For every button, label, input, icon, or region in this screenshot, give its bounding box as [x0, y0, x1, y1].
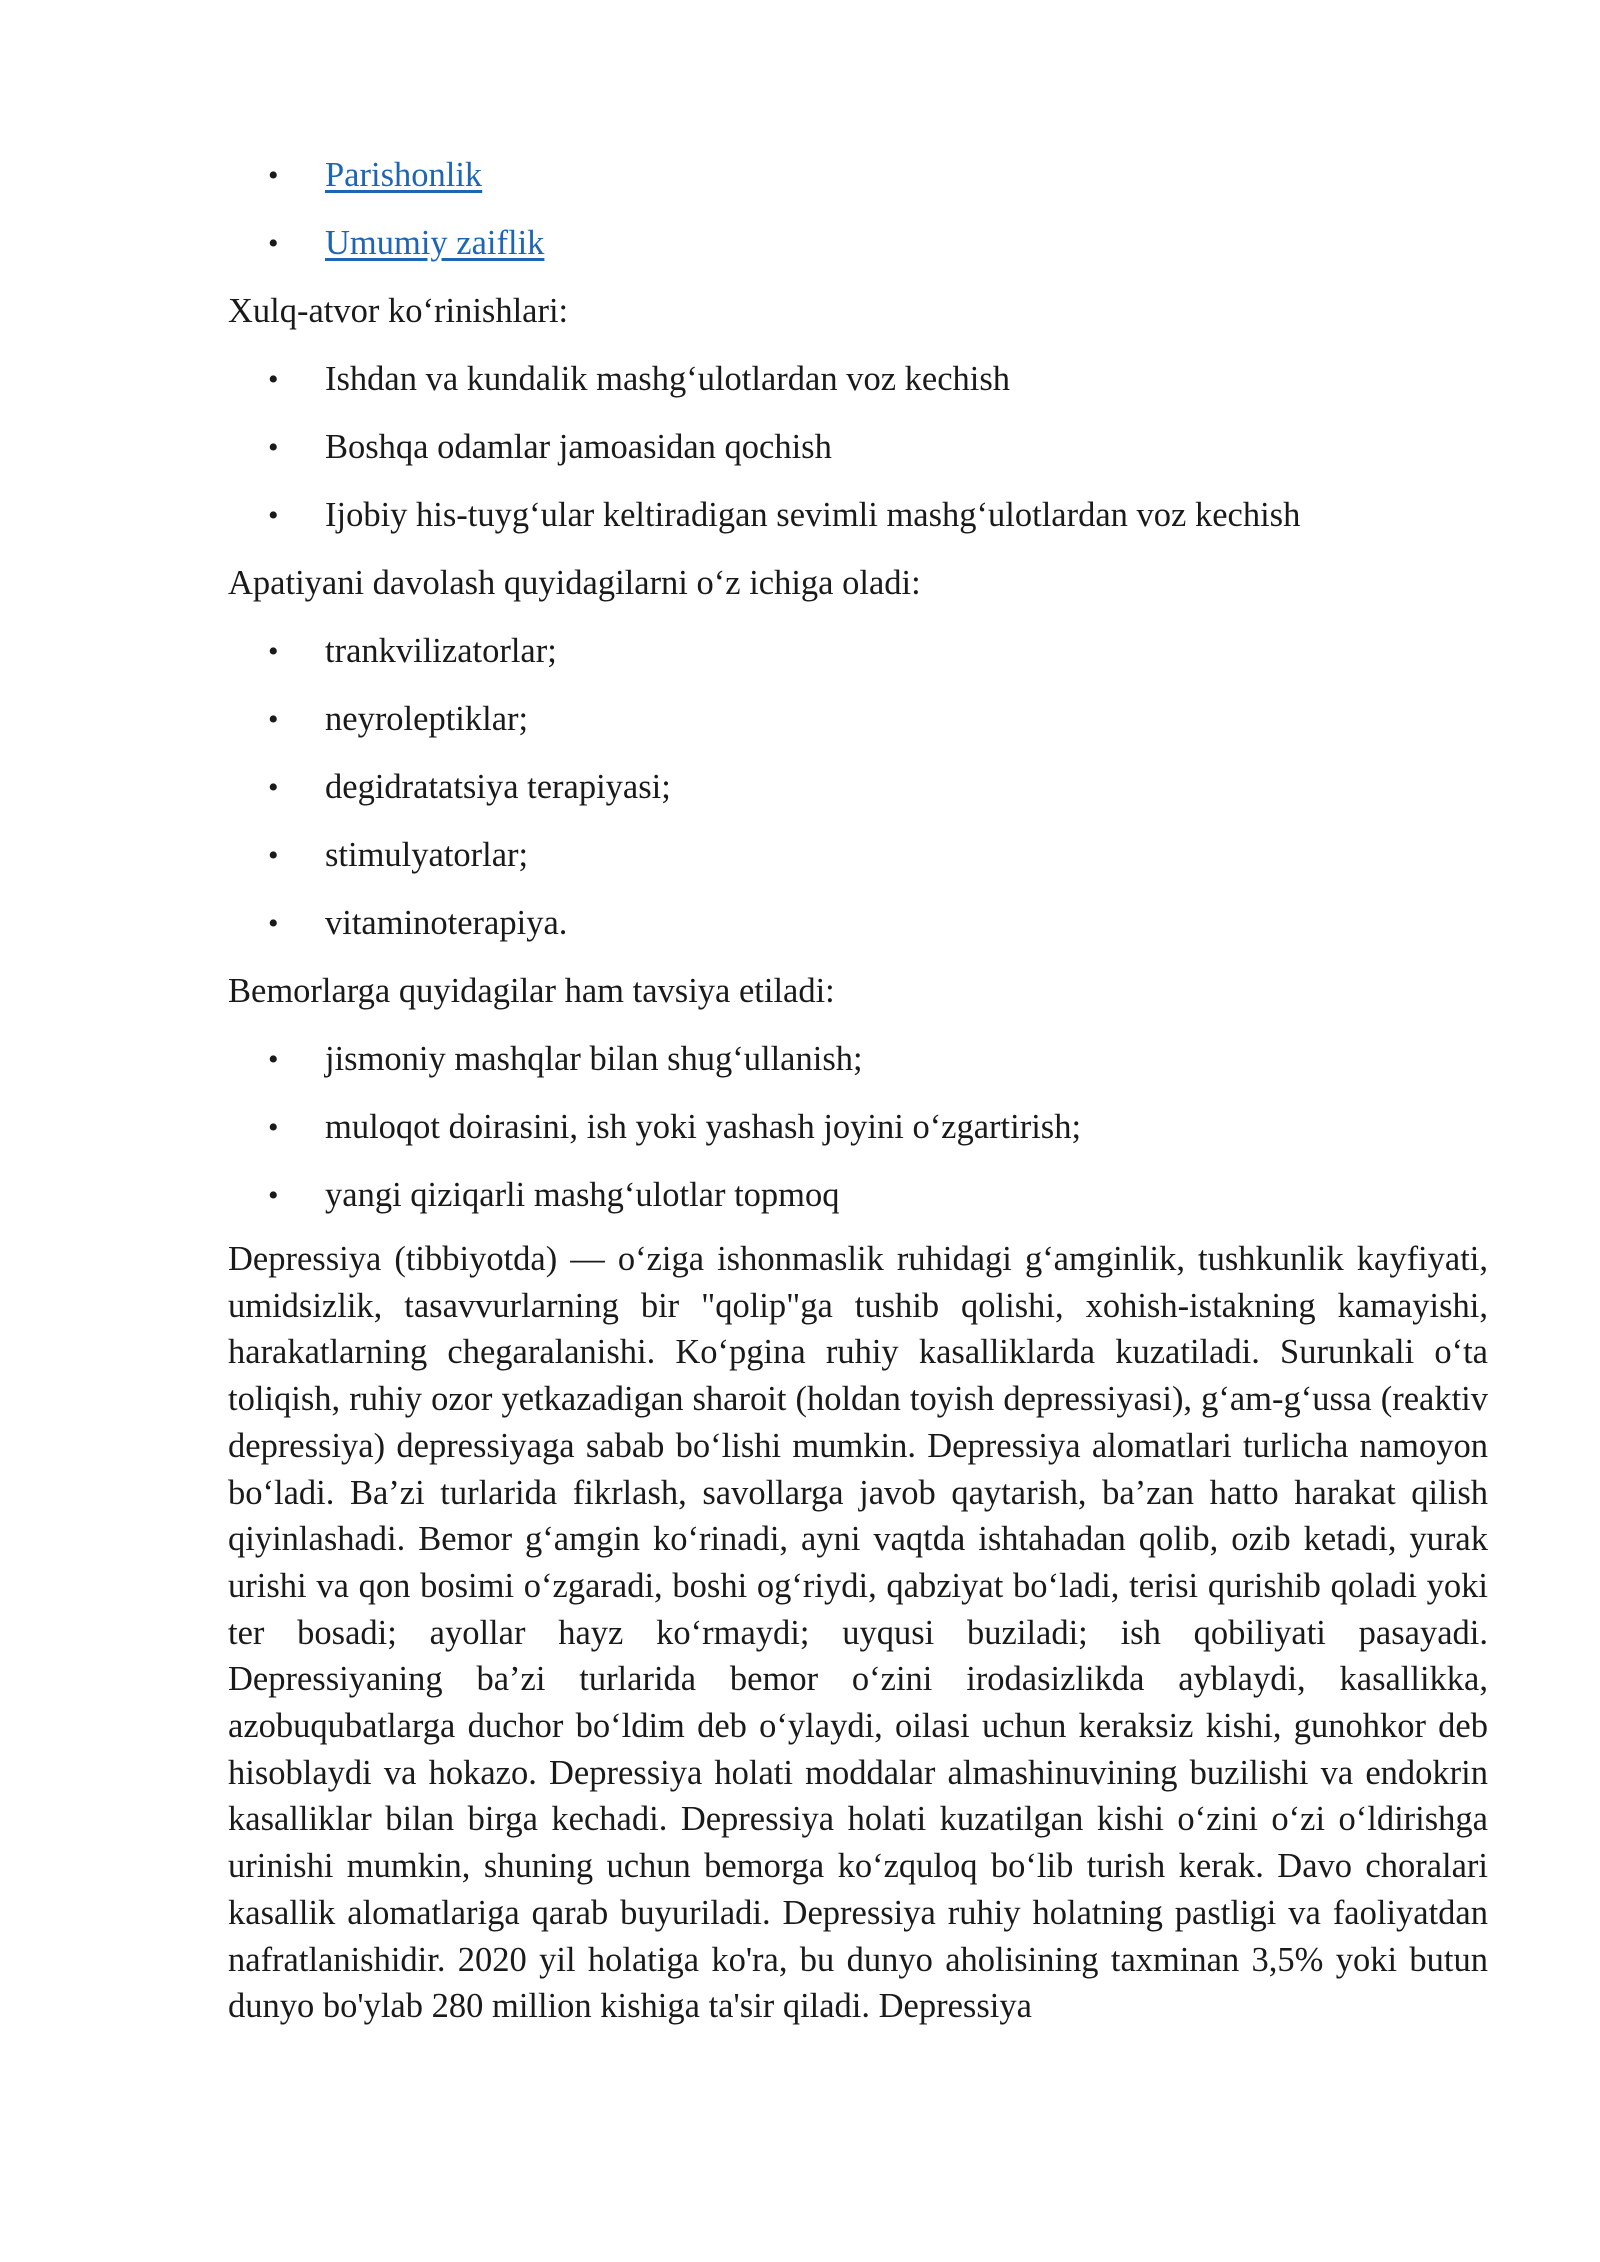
bullet-icon: •	[268, 431, 279, 464]
list-item[interactable]	[268, 216, 1488, 284]
bullet-icon: •	[268, 703, 279, 736]
bullet-icon: •	[268, 499, 279, 532]
list-item	[268, 692, 1488, 760]
list-item-text: vitaminoterapiya.	[325, 904, 568, 942]
list-item	[268, 352, 1488, 420]
behavior-heading: Xulq-atvor ko‘rinishlari:	[228, 292, 569, 330]
list-item	[268, 828, 1488, 896]
list-item	[268, 1100, 1488, 1168]
list-item	[268, 760, 1488, 828]
bullet-icon: •	[268, 635, 279, 668]
list-item-text: muloqot doirasini, ish yoki yashash joyini o‘zgartirish;	[325, 1108, 1082, 1146]
bullet-icon: •	[268, 363, 279, 396]
list-item-text: Boshqa odamlar jamoasidan qochish	[325, 428, 832, 466]
bullet-icon: •	[268, 159, 279, 192]
list-item-text: stimulyatorlar;	[325, 836, 529, 874]
list-item[interactable]	[268, 148, 1488, 216]
list-item	[268, 624, 1488, 692]
bullet-icon: •	[268, 1179, 279, 1212]
symptom-link-umumiy-zaiflik[interactable]: Umumiy zaiflik	[325, 224, 545, 262]
bullet-icon: •	[268, 771, 279, 804]
list-item-text: degidratatsiya terapiyasi;	[325, 768, 671, 806]
list-item-text: Ijobiy his-tuyg‘ular keltiradigan sevimli mashg‘ulotlardan voz kechish	[325, 496, 1301, 534]
list-item	[268, 420, 1488, 488]
list-item	[268, 1032, 1488, 1100]
recommend-list	[228, 1032, 1488, 1236]
recommend-heading: Bemorlarga quyidagilar ham tavsiya etiladi:	[228, 972, 835, 1010]
depression-paragraph: Depressiya (tibbiyotda) — o‘ziga ishonmaslik ruhidagi g‘amginlik, tushkunlik kayfiyati, umidsizlik, tasavvurlarning bir "qolip"ga tushib qolishi, xohish-istakning kamayishi, harakatlarning chegaralanishi. Ko‘pgina ruhiy kasalliklarda kuzatiladi. Surunkali o‘ta toliqish, ruhiy ozor yetkazadigan sharoit (holdan toyish depressiyasi), g‘am-g‘ussa (reaktiv depressiya) depressiyaga sabab bo‘lishi mumkin. Depressiya alomatlari turlicha namoyon bo‘ladi. Ba’zi turlarida fikrlash, savollarga javob qaytarish, ba’zan hatto harakat qilish qiyinlashadi. Bemor g‘amgin ko‘rinadi, ayni vaqtda ishtahadan qolib, ozib ketadi, yurak urishi va qon bosimi o‘zgaradi, boshi og‘riydi, qabziyat bo‘ladi, terisi qurishib qoladi yoki ter bosadi; ayollar hayz ko‘rmaydi; uyqusi buziladi; ish qobiliyati pasayadi. Depressiyaning ba’zi turlarida bemor o‘zini irodasizlikda ayblaydi, kasallikka, azobuqubatlarga duchor bo‘ldim deb o‘ylaydi, oilasi uchun keraksiz kishi, gunohkor deb hisoblaydi va hokazo. Depressiya holati moddalar almashinuvining buzilishi va endokrin kasalliklar bilan birga kechadi. Depressiya holati kuzatilgan kishi o‘zini o‘zi o‘ldirishga urinishi mumkin, shuning uchun bemorga ko‘zquloq bo‘lib turish kerak. Davo choralari kasallik alomatlariga qarab buyuriladi. Depressiya ruhiy holatning pastligi va faoliyatdan nafratlanishidir. 2020 yil holatiga ko'ra, bu dunyo aholisining taxminan 3,5% yoki butun dunyo bo'ylab 280 million kishiga ta'sir qiladi. Depressiya	[228, 1240, 1488, 2026]
bullet-icon: •	[268, 1043, 279, 1076]
treatment-list	[228, 624, 1488, 964]
list-item	[268, 896, 1488, 964]
list-item	[268, 488, 1488, 556]
symptoms-list	[228, 148, 1488, 284]
list-item-text: Ishdan va kundalik mashg‘ulotlardan voz kechish	[325, 360, 1011, 398]
list-item-text: yangi qiziqarli mashg‘ulotlar topmoq	[325, 1176, 840, 1214]
bullet-icon: •	[268, 227, 279, 260]
bullet-icon: •	[268, 907, 279, 940]
list-item-text: jismoniy mashqlar bilan shug‘ullanish;	[325, 1040, 863, 1078]
list-item	[268, 1168, 1488, 1236]
list-item-text: neyroleptiklar;	[325, 700, 529, 738]
bullet-icon: •	[268, 839, 279, 872]
bullet-icon: •	[268, 1111, 279, 1144]
treatment-heading: Apatiyani davolash quyidagilarni o‘z ichiga oladi:	[228, 564, 921, 602]
symptom-link-parishonlik[interactable]: Parishonlik	[325, 156, 483, 194]
list-item-text: trankvilizatorlar;	[325, 632, 557, 670]
behavior-list	[228, 352, 1488, 556]
